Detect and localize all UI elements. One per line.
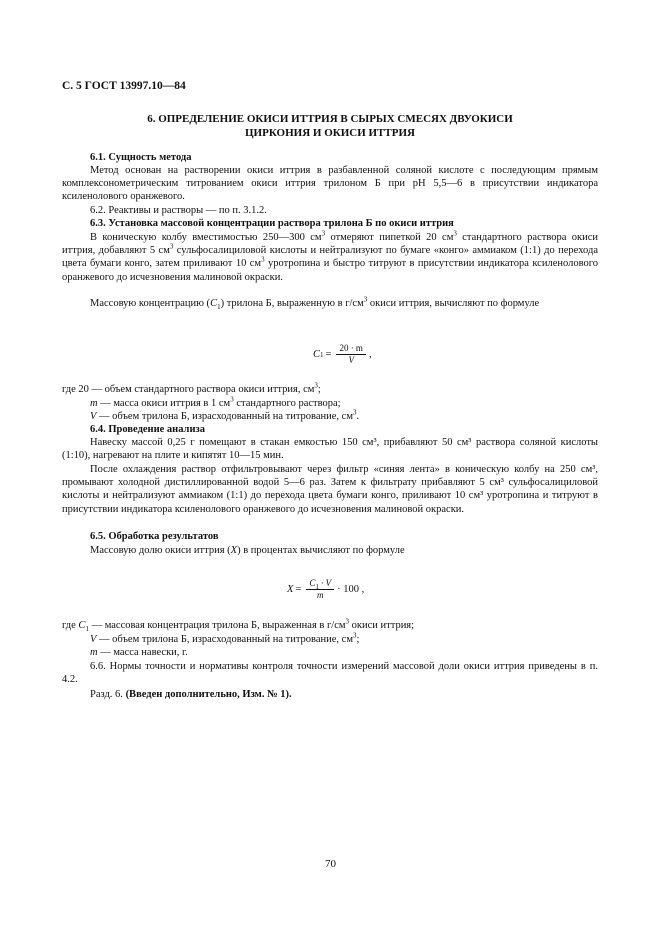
- heading-6-1: 6.1. Сущность метода: [90, 152, 192, 163]
- where-1-line-c: V — объем трилона Б, израсходованный на титрование, $см^3$.: [90, 408, 360, 422]
- heading-6-5: 6.5. Обработка результатов: [90, 531, 219, 542]
- paragraph-6-1: Метод основан на растворении окиси иттрия в разбавленной соляной кислоте с последующим прямым комплексонометрическим титрованием окиси иттрия трилоном Б при рН 5,5—6 в присутствии индикатора ксиленолового оранжевого.: [62, 165, 598, 203]
- paragraph-6-4-1: Навеску массой 0,25 г помещают в стакан емкостью 150 см³, прибавляют 50 см³ раствора соляной кислоты (1:10), нагревают на плите и кипятят 10—15 мин.: [62, 437, 598, 462]
- page-header: С. 5 ГОСТ 13997.10—84: [62, 80, 186, 92]
- section-title-line1: 6. ОПРЕДЕЛЕНИЕ ОКИСИ ИТТРИЯ В СЫРЫХ СМЕСЯХ ДВУОКИСИ: [147, 113, 513, 125]
- paragraph-6-6: 6.6. Нормы точности и нормативы контроля точности измерений массовой доли окиси иттрия приведены в п. 4.2.: [62, 661, 598, 686]
- where-2-line-b: V — объем трилона Б, израсходованный на титрование, $см^3$;: [90, 631, 360, 645]
- formula-x: X = $\frac{C_1 \cdot V}{m}$ · 100 ,: [287, 578, 365, 600]
- amendment-note: Разд. 6. (Введен дополнительно, Изм. № 1).: [90, 689, 292, 700]
- paragraph-6-4-2: После охлаждения раствор отфильтровывают через фильтр «синяя лента» в коническую колбу на 250 см³, промывают холодной дистиллированной водой 5—6 раз. Затем к фильтрату прибавляют 5 см³ сульфосалициловой кислоты и нейтрализуют аммиаком (1:1) до перехода цвета бумаги конго, приливают 10 см³ уротропина и титруют в присутствии индикатора ксиленолового оранжевого до исчезновения малиновой окраски.: [62, 464, 598, 515]
- where-1-line-a: где 20 — объем стандартного раствора окиси иттрия, $см^3$;: [62, 381, 321, 395]
- where-2-line-c: m — масса навески, г.: [90, 647, 188, 658]
- heading-6-3: 6.3. Установка массовой концентрации раствора трилона Б по окиси иттрия: [90, 218, 454, 229]
- heading-6-4: 6.4. Проведение анализа: [90, 424, 205, 435]
- page-number: 70: [325, 858, 336, 870]
- paragraph-6-2: 6.2. Реактивы и растворы — по п. 3.1.2.: [90, 205, 267, 216]
- paragraph-6-3: В коническую колбу вместимостью 250—300 $см^3$ отмеряют пипеткой 20 $см^3$ стандартного раствора окиси иттрия, добавляют 5 $см^3$ сульфосалициловой кислоты и нейтрализуют по бумаге «конго» аммиаком (1:1) до перехода цвета бумаги конго, затем приливают 10 $см^3$ уротропина и быстро титруют в присутствии индикатора ксиленолового оранжевого до исчезновения малиновой окраски.: [62, 229, 599, 283]
- where-2-line-a: где $C_1$ — массовая концентрация трилона Б, выраженная в $г/см^3$ окиси иттрия;: [62, 617, 415, 634]
- formula-c1: C 1 = $\frac{20 \cdot m}{V}$ ,: [313, 343, 372, 365]
- paragraph-mass-concentration: Массовую концентрацию $(C_1)$ трилона Б, выраженную в $г/см^3$ окиси иттрия, вычисляют по формуле: [90, 295, 540, 312]
- section-title-line2: ЦИРКОНИЯ И ОКИСИ ИТТРИЯ: [245, 127, 415, 139]
- where-1-line-b: m — масса окиси иттрия в 1 $см^3$ стандартного раствора;: [90, 395, 341, 409]
- paragraph-6-5: Массовую долю окиси иттрия (X) в процентах вычисляют по формуле: [90, 545, 405, 556]
